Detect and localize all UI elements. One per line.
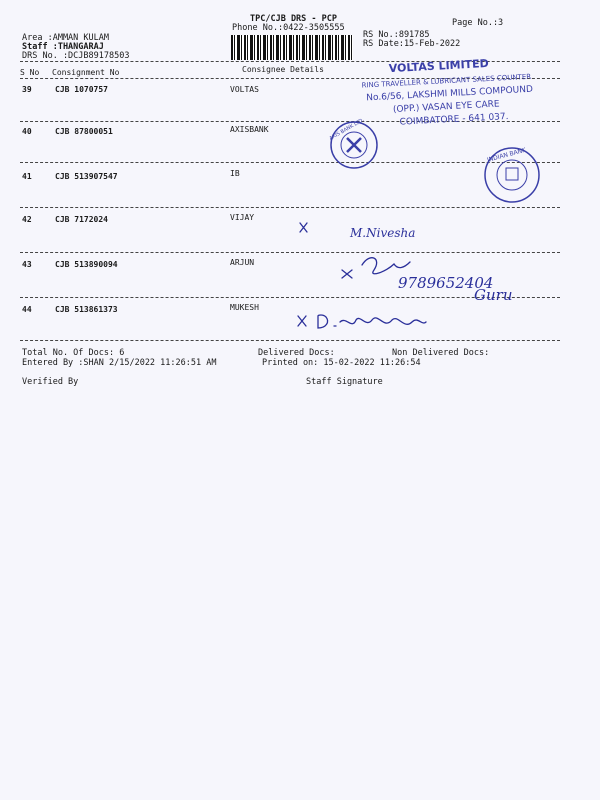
voltas-stamp-line: VOLTAS LIMITED	[388, 56, 490, 76]
area-label: Area :AMMAN KULAM	[22, 33, 109, 43]
row-consignment: CJB 513890094	[55, 260, 118, 269]
axis-stamp-text: AXIS BANK LTD.	[328, 117, 366, 142]
page-number: Page No.:3	[452, 18, 504, 28]
voltas-stamp-line: No.6/56, LAKSHMI MILLS COMPOUND	[366, 84, 534, 104]
row-sno: 40	[22, 127, 32, 136]
verified-by: Verified By	[22, 377, 79, 387]
row-sno: 42	[22, 215, 32, 224]
indian-bank-stamp-text: INDIAN BANK	[486, 146, 527, 164]
signature-nivesha: M.Nivesha	[350, 226, 416, 240]
column-consignment: Consignment No	[52, 68, 120, 77]
column-sno: S No	[20, 68, 40, 77]
signature-row-42	[300, 223, 415, 240]
voltas-stamp-line: RING TRAVELLER & LUBRICANT SALES COUNTER	[361, 72, 532, 90]
voltas-stamp-line: (OPP.) VASAN EYE CARE	[392, 99, 500, 116]
row-consignment: CJB 513861373	[55, 305, 118, 314]
signature-row-44	[298, 315, 426, 328]
row-consignee: IB	[230, 169, 240, 178]
row-consignment: CJB 7172024	[55, 215, 108, 224]
row-consignee: VOLTAS	[230, 85, 259, 94]
row-sno: 41	[22, 172, 32, 181]
voltas-stamp-line: COIMBATORE - 641 037.	[399, 111, 509, 128]
rs-date: RS Date:15-Feb-2022	[363, 39, 461, 49]
row-sno: 43	[22, 260, 32, 269]
staff-label: Staff :THANGARAJ	[22, 42, 104, 52]
delivered-docs: Delivered Docs:	[258, 348, 335, 358]
handwritten-phone: 9789652404	[398, 274, 494, 292]
row-sno: 39	[22, 85, 32, 94]
axis-bank-stamp	[328, 117, 377, 168]
column-consignee: Consignee Details	[242, 65, 324, 74]
total-docs: Total No. Of Docs: 6	[22, 348, 125, 358]
non-delivered-docs: Non Delivered Docs:	[392, 348, 490, 358]
staff-signature: Staff Signature	[306, 377, 383, 387]
phone-number: Phone No.:0422-3505555	[232, 23, 345, 33]
document-title: TPC/CJB DRS - PCP	[250, 14, 337, 24]
row-consignment: CJB 513907547	[55, 172, 118, 181]
row-consignee: VIJAY	[230, 213, 255, 222]
drs-number: DRS No. :DCJB89178503	[22, 51, 130, 61]
row-consignment: CJB 1070757	[55, 85, 108, 94]
row-consignee: MUKESH	[230, 303, 259, 312]
row-consignee: AXISBANK	[230, 125, 269, 134]
row-consignee: ARJUN	[230, 258, 255, 267]
printed-on: Printed on: 15-02-2022 11:26:54	[262, 358, 421, 368]
entered-by: Entered By :SHAN 2/15/2022 11:26:51 AM	[22, 358, 217, 368]
signature-row-43	[342, 258, 512, 304]
row-consignment: CJB 87800051	[55, 127, 113, 136]
voltas-stamp	[360, 55, 534, 130]
indian-bank-stamp	[485, 146, 539, 202]
row-sno: 44	[22, 305, 32, 314]
handwritten-guru: Guru	[474, 286, 513, 304]
rs-number: RS No.:891785	[363, 30, 430, 40]
